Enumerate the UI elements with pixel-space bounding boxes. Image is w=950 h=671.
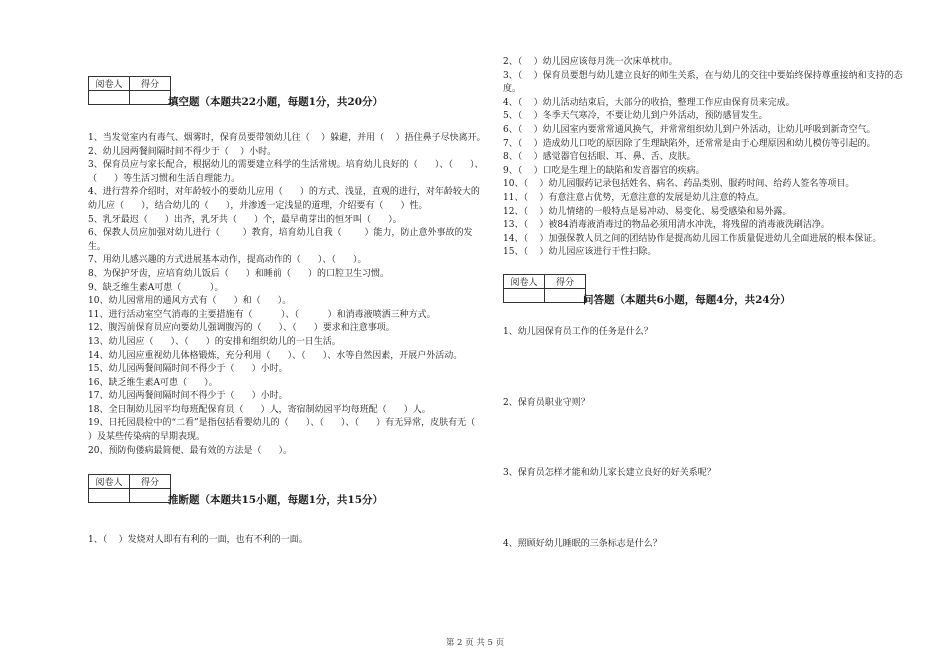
fill-question: 19、日托园晨检中的“二看”是指包括看婴幼儿的（ ）、（ ）、（ ）有无异常，皮肤有无（ ）及某些传染病的早期表现。 (88, 418, 493, 443)
score-table (88, 474, 171, 503)
judge-question: 5、（ ）冬季天气寒冷，不要让幼儿到户外活动，预防感冒发生。 (503, 111, 768, 122)
score-table (503, 274, 586, 303)
fill-question: 15、幼儿园两餐间隔时间不得少于（ ）小时。 (88, 364, 288, 375)
qa-section-header (503, 274, 903, 304)
page-footer: 第 2 页 共 5 页 (445, 638, 505, 648)
reviewer-cell[interactable] (504, 288, 545, 302)
fill-question: 9、缺乏维生素A可患（ ）。 (88, 282, 224, 293)
fill-question: 16、缺乏维生素A可患（ ）。 (88, 377, 218, 388)
reviewer-label: 阅卷人 (89, 475, 130, 489)
judge-question: 3、（ ）保育员要想与幼儿建立良好的师生关系，在与幼儿的交往中要始终保持尊重接纳和支持的态度。 (503, 70, 903, 95)
score-cell[interactable] (130, 489, 171, 503)
score-label: 得分 (130, 475, 171, 489)
qa-question: 3、保育员怎样才能和幼儿家长建立良好的好关系呢？ (503, 468, 716, 479)
judge-question: 6、（ ）幼儿园室内要常常通风换气，并常常组织幼儿到户外活动，让幼儿呼吸到新奇空气。 (503, 124, 876, 135)
fill-question: 14、幼儿园应重视幼儿体格锻炼，充分利用（ ）、（ ）、水等自然因素，开展户外活动。 (88, 350, 463, 361)
fill-question: 7、用幼儿感兴趣的方式进展基本动作，提高动作的（ ）、（ ）。 (88, 255, 367, 266)
judge-section-title: 推断题（本题共15小题，每题1分，共15分） (168, 494, 384, 507)
judge-question: 7、（ ）造成幼儿口吃的原因除了生理缺陷外，还常常是由于心理原因和幼儿模仿等引起的。 (503, 138, 876, 149)
judge-question: 8、（ ）感觉器官包括眼、耳、鼻、舌、皮肤。 (503, 152, 696, 163)
qa-question: 2、保育员职业守则？ (503, 397, 590, 408)
fill-question: 5、乳牙最迟（ ）出齐，乳牙共（ ）个，最早萌芽出的恒牙叫（ ）。 (88, 214, 402, 225)
fill-question: 8、为保护牙齿，应培育幼儿饭后（ ）和睡前（ ）的口腔卫生习惯。 (88, 268, 390, 279)
score-cell[interactable] (545, 288, 586, 302)
judge-section-header (88, 474, 488, 507)
judge-question-list (503, 56, 903, 260)
reviewer-cell[interactable] (89, 91, 130, 105)
fill-question: 12、腹泻前保育员应向要幼儿强调腹泻的（ ）、（ ）要求和注意事项。 (88, 323, 395, 334)
right-column (503, 56, 903, 608)
fill-question: 11、进行活动室空气消毒的主要措施有（ ）、（ ）和消毒液喷洒三种方式。 (88, 309, 436, 320)
fill-question: 4、进行营养介绍时，对年龄较小的要幼儿应用（ ）的方式、浅显，直观的进行，对年龄较大的幼儿应（ ），结合幼儿的（ ），并渗透一定浅显的道理，介绍要有（ ）性。 (88, 187, 480, 211)
fill-question: 13、幼儿园应（ ）、（ ）的安排和组织幼儿的一日生活。 (88, 336, 341, 347)
fill-question-list (88, 132, 493, 458)
judge-question: 4、（ ）幼儿活动结束后，大部分的收拾，整理工作应由保育员来完成。 (503, 97, 795, 108)
fill-question: 10、幼儿园常用的通风方式有（ ）和（ ）。 (88, 296, 292, 307)
judge-question: 9、（ ）口吃是生理上的缺陷和发音器官的疾病。 (503, 165, 705, 176)
judge-question: 1、（ ）发烧对人即有有利的一面，也有不利的一面。 (88, 535, 308, 546)
fill-question: 6、保教人员应加强对幼儿进行（ ）教育，培育幼儿自我（ ）能力，防止意外事故的发生。 (88, 228, 473, 252)
fill-question: 1、当发觉室内有毒气、烟雾时，保育员要带领幼儿往（ ）躲避，并用（ ）捂住鼻子尽快离开。 (88, 133, 486, 143)
fill-section-title: 填空题（本题共22小题，每题1分，共20分） (168, 96, 384, 108)
qa-question-list (503, 326, 903, 551)
reviewer-label: 阅卷人 (89, 77, 130, 91)
reviewer-label: 阅卷人 (504, 274, 545, 288)
judge-question: 13、（ ）被84消毒液消毒过的物品必须用清水冲洗，将残留的消毒液洗刷洁净。 (503, 220, 830, 231)
fill-section-header (88, 76, 488, 106)
qa-question: 1、幼儿园保育员工作的任务是什么？ (503, 326, 653, 337)
judge-question: 10、（ ）幼儿园服药记录包括姓名、病名、药品类别、服药时间、给药人签名等项目。 (503, 179, 855, 190)
qa-section-title: 问答题（本题共6小题，每题4分，共24分） (583, 293, 791, 306)
judge-question: 11、（ ）有意注意占优势，无意注意的发展是幼儿注意的特点。 (503, 192, 765, 203)
fill-question: 2、幼儿园两餐间隔时间不得少于（ ）小时。 (88, 146, 277, 157)
score-table (88, 76, 171, 105)
reviewer-cell[interactable] (89, 489, 130, 503)
qa-question: 4、照顾好幼儿睡眠的三条标志是什么？ (503, 538, 662, 549)
left-column (88, 76, 493, 548)
fill-question: 3、保育员应与家长配合，根据幼儿的需要建立科学的生活常规。培育幼儿良好的（ ）、（ ）、（ ）等生活习惯和生活自理能力。 (88, 160, 484, 184)
judge-question: 14、（ ）加强保教人员之间的团结协作是提高幼儿园工作质量促进幼儿全面进展的根本保证。 (503, 233, 882, 244)
judge-question: 2、（ ）幼儿园应该每月洗一次床单枕巾。 (503, 57, 678, 67)
fill-question: 17、幼儿园两餐间隔时间不得少于（ ）小时。 (88, 391, 288, 402)
score-label: 得分 (545, 274, 586, 288)
fill-question: 18、全日制幼儿园平均每班配保育员（ ）人，寄宿制幼园平均每班配（ ）人。 (88, 404, 431, 415)
judge-question: 15、（ ）幼儿园应该进行干性扫除。 (503, 247, 657, 258)
score-cell[interactable] (130, 91, 171, 105)
score-label: 得分 (130, 77, 171, 91)
fill-question: 20、预防佝偻病最简便、最有效的方法是（ ）。 (88, 445, 293, 456)
judge-question: 12、（ ）幼儿情绪的一般特点是易冲动、易变化、易受感染和易外露。 (503, 206, 792, 217)
